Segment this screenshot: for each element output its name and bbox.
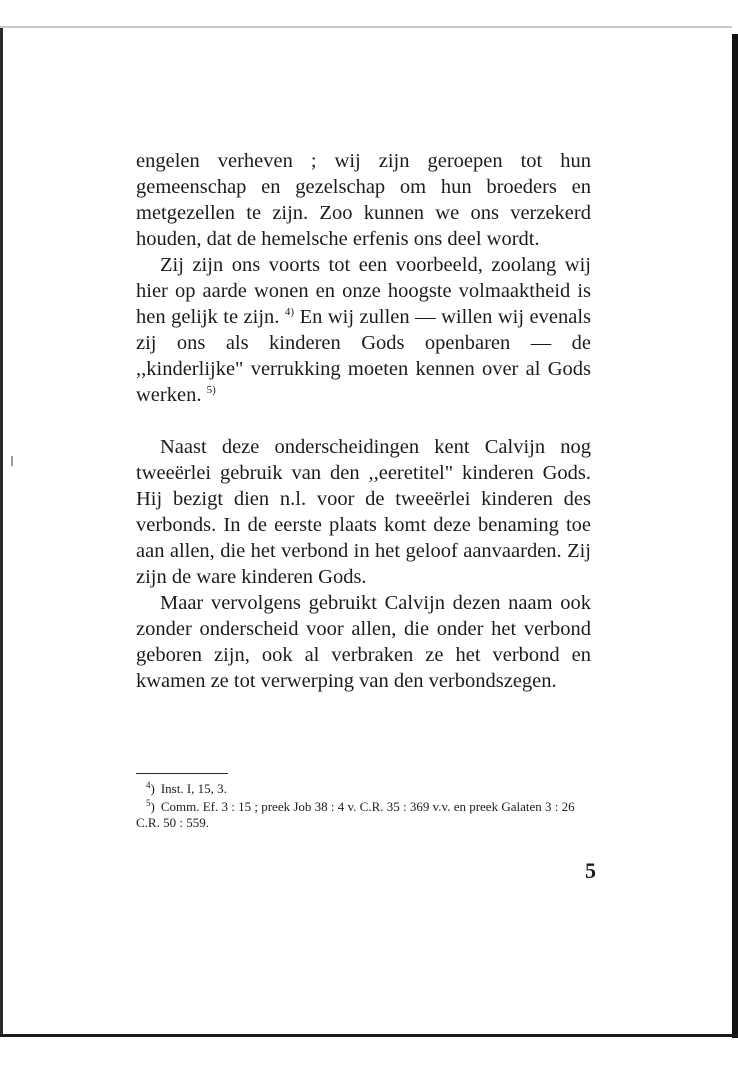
footnote-rule	[136, 773, 228, 774]
footnote-5-number: 5	[146, 798, 151, 808]
footnote-4-number: 4	[146, 780, 151, 790]
footnote-4-text: Inst. I, 15, 3.	[160, 781, 227, 796]
paragraph-3: Naast deze onderscheidingen kent Calvijn nog tweeërlei gebruik van den ,,eeretitel" kinderen Gods. Hij bezigt dien n.l. voor de tweeërlei kinderen des verbonds. In de eerste plaats komt deze benaming toe aan allen, die het verbond in het geloof aanvaarden. Zij zijn de ware kinderen Gods.	[136, 436, 591, 588]
footnote-4-bracket: )	[150, 781, 155, 796]
note-ref-5: 5)	[206, 384, 216, 396]
page-bottom-edge	[0, 1034, 738, 1037]
page-right-edge	[732, 34, 738, 1038]
footnote-5	[136, 799, 591, 831]
body-text	[136, 148, 591, 694]
paragraph-2-sentence-1: Zij zijn ons voorts tot een voorbeeld, zoolang wij hier op aarde wonen en onze hoogste volmaaktheid is hen gelijk te zijn.	[136, 254, 591, 328]
footnotes	[136, 781, 591, 833]
note-ref-5-number: 5	[206, 384, 213, 396]
paragraph-1: engelen verheven ; wij zijn geroepen tot hun gemeenschap en gezelschap om hun broeders en metgezellen te zijn. Zoo kunnen we ons verzekerd houden, dat de hemelsche erfenis ons deel wordt.	[136, 150, 591, 250]
footnote-4	[136, 781, 591, 797]
footnote-5-mark	[146, 799, 155, 815]
footnote-5-text: Comm. Ef. 3 : 15 ; preek Job 38 : 4 v. C.R. 35 : 369 v.v. en preek Galaten 3 : 26 C.R. 50 : 559.	[136, 799, 575, 830]
page-left-edge	[0, 28, 3, 1036]
paragraph-2	[136, 252, 591, 408]
paragraph-2-sentence-2: En wij zullen — willen wij evenals zij ons als kinderen Gods openbaren — de ,,kinderlijke" verrukking moeten kennen over al Gods werken.	[136, 306, 592, 406]
footnote-4-mark	[146, 781, 155, 797]
note-ref-4: 4)	[284, 306, 295, 318]
page-number: 5	[585, 858, 596, 883]
note-ref-4-number: 4	[284, 306, 291, 318]
paragraph-4: Maar vervolgens gebruikt Calvijn dezen naam ook zonder onderscheid voor allen, die onder het verbond geboren zijn, ook al verbraken ze het verbond en kwamen ze tot verwerping van den verbondszegen.	[136, 592, 591, 692]
footnote-5-bracket: )	[150, 799, 155, 814]
margin-mark	[11, 456, 13, 466]
page-top-edge	[0, 26, 732, 28]
